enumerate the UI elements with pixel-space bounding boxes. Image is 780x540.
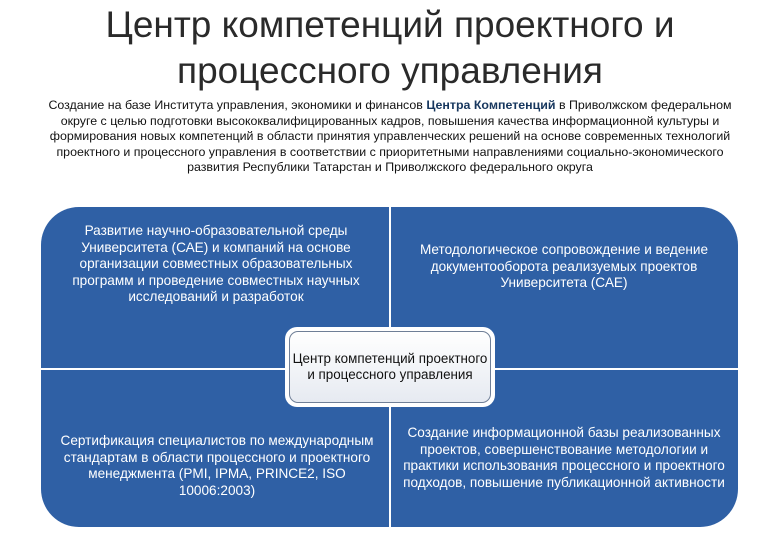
quadrant-top-right: Методологическое сопровождение и ведение документооборота реализуемых проектов Университета (САЕ) (419, 242, 709, 290)
center-node-frame (289, 331, 491, 403)
center-node-label: Центр компетенций проектного и процессного управления (292, 350, 488, 382)
quadrant-bottom-left: Сертификация специалистов по международным стандартам в области процессного и проектного менеджмента (PMI, IPMA, PRINCE2, ISO 10006:2003) (60, 433, 374, 498)
description-text-end: в Приволжском федеральном округе с целью подготовки высококвалифицированных кадров, повышения качества информационной культуры и формирования новых компетенций в области принятия управленческих решений на основе современных технологий проектного и процессного управления в соответствии с приоритетными направлениями социально-экономического развития Республики Татарстан и Приволжского федерального округа (49, 98, 732, 175)
quadrant-top-left: Развитие научно-образовательной среды Университета (САЕ) и компаний на основе организации совместных образовательных программ и проведение совместных научных исследований и разработок (72, 223, 360, 304)
description (40, 98, 740, 176)
description-text-start: Создание на базе Института управления, экономики и финансов (48, 98, 427, 112)
quadrant-bottom-right: Создание информационной базы реализованных проектов, совершенствование методологии и практики использования процессного и проектного подходов, повышение публикационной активности (403, 425, 725, 490)
center-node (285, 327, 495, 407)
page-title: Центр компетенций проектного и процессного управления (105, 4, 675, 91)
description-highlight: Центра Компетенций (426, 98, 556, 112)
